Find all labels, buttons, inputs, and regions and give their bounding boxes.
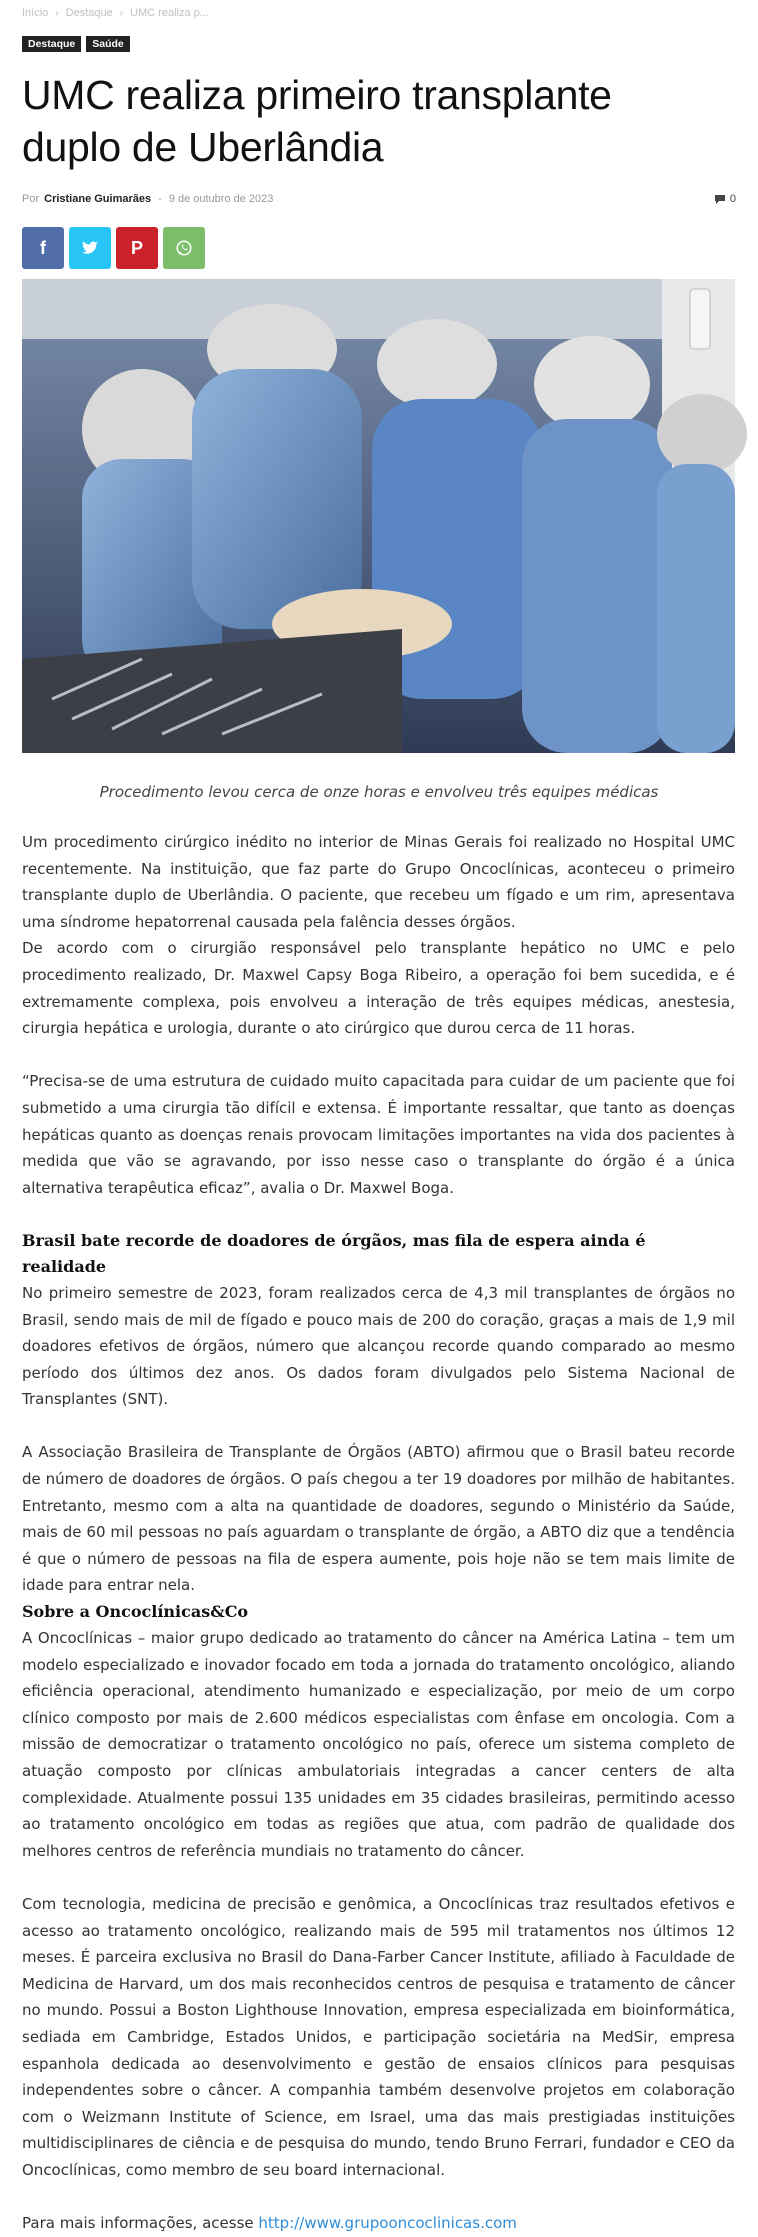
- category-tags: [22, 36, 736, 52]
- breadcrumb-home[interactable]: Início: [22, 7, 49, 19]
- share-twitter-button[interactable]: [69, 227, 111, 269]
- paragraph: A Associação Brasileira de Transplante de Órgãos (ABTO) afirmou que o Brasil bateu recorde de número de doadores de órgãos. O país chegou a ter 19 doadores por milhão de habitantes. Entretanto, mesmo com a alta na quantidade de doadores, segundo o Ministério da Saúde, mais de 60 mil pessoas no país aguardam o transplante de órgão, a ABTO diz que a tendência é que o número de pessoas na fila de espera aumente, pois hoje não se tem mais limite de idade para entrar nela.: [22, 1443, 735, 1595]
- more-info-label: Para mais informações, acesse: [22, 2214, 254, 2233]
- photo-caption: Procedimento levou cerca de onze horas e envolveu três equipes médicas: [99, 783, 659, 801]
- paragraph-spacer: [22, 1864, 735, 1891]
- breadcrumb-current: UMC realiza p...: [130, 7, 209, 19]
- paragraph: Com tecnologia, medicina de precisão e genômica, a Oncoclínicas traz resultados efetivos e acesso ao tratamento oncológico, realizando mais de 595 mil tratamentos nos últimos 12 meses. É parceira exclusiva no Brasil do Dana-Farber Cancer Institute, afiliado à Faculdade de Medicina de Harvard, um dos mais reconhecidos centros de pesquisa e tratamento de câncer no mundo. Possui a Boston Lighthouse Innovation, empresa especializada em bioinformática, sediada em Cambridge, Estados Unidos, e participação societária na MedSir, empresa espanhola dedicada ao desenvolvimento e gestão de ensaios clínicos para pesquisas independentes sobre o câncer. A companhia também desenvolve projetos em colaboração com o Weizmann Institute of Science, em Israel, uma das mais prestigiadas instituições multidisciplinares de ciência e de pesquisa do mundo, tendo Bruno Ferrari, fundador e CEO da Oncoclínicas, como membro de seu board internacional.: [22, 1894, 735, 2179]
- twitter-icon: [82, 241, 98, 255]
- section-heading: Sobre a Oncoclínicas&Co: [22, 1602, 249, 1622]
- share-buttons: [22, 227, 736, 269]
- publish-date: 9 de outubro de 2023: [168, 193, 274, 205]
- breadcrumb-separator-icon: ›: [55, 8, 59, 19]
- paragraph-spacer: [22, 1201, 735, 1228]
- article-body: [22, 829, 735, 2237]
- paragraph: No primeiro semestre de 2023, foram realizados cerca de 4,3 mil transplantes de órgãos no Brasil, sendo mais de mil de fígado e pouco mais de 200 do coração, graças a mais de 1,9 mil doadores efetivos de órgãos, número que alcançou recorde quando comparado ao mesmo período dos últimos dez anos. Os dados foram divulgados pelo Sistema Nacional de Transplantes (SNT).: [22, 1283, 735, 1409]
- paragraph-spacer: [22, 1413, 735, 1440]
- comment-icon: [714, 194, 726, 205]
- share-whatsapp-button[interactable]: [163, 227, 205, 269]
- paragraph-spacer: [22, 1042, 735, 1069]
- meta-separator: -: [158, 193, 162, 205]
- breadcrumb-section[interactable]: Destaque: [65, 7, 113, 19]
- category-tag-saude[interactable]: Saúde: [86, 36, 130, 52]
- paragraph: A Oncoclínicas – maior grupo dedicado ao tratamento do câncer na América Latina – tem um modelo especializado e inovador focado em toda a jornada do tratamento oncológico, aliando eficiência operacional, atendimento humanizado e especialização, por meio de um corpo clínico composto por mais de 2.600 médicos especialistas com ênfase em oncologia. Com a missão de democratizar o tratamento oncológico no país, oferece um sistema completo de atuação composto por clínicas ambulatoriais integradas a cancer centers de alta complexidade. Atualmente possui 135 unidades em 35 cidades brasileiras, permitindo acesso ao tratamento oncológico em todas as regiões que atua, com padrão de qualidade dos melhores centros de referência mundiais no tratamento do câncer.: [22, 1629, 735, 1860]
- paragraph: Um procedimento cirúrgico inédito no interior de Minas Gerais foi realizado no Hospital UMC recentemente. Na instituição, que faz parte do Grupo Oncoclínicas, aconteceu o primeiro transplante duplo de Uberlândia. O paciente, que recebeu um fígado e um rim, apresentava uma síndrome hepatorrenal causada pela falência desses órgãos.: [22, 833, 735, 931]
- article-meta: [22, 191, 736, 207]
- paragraph-spacer: [22, 2184, 735, 2211]
- article-photo: [22, 279, 735, 753]
- author-by-label: Por: [22, 193, 40, 205]
- share-facebook-button[interactable]: [22, 227, 64, 269]
- whatsapp-icon: [175, 239, 193, 257]
- more-info: [22, 2210, 735, 2237]
- article-title: UMC realiza primeiro transplante duplo de Uberlândia: [22, 72, 612, 170]
- comments-count: 0: [729, 193, 736, 205]
- comments-link[interactable]: [714, 193, 736, 205]
- section-heading: Brasil bate recorde de doadores de órgãos, mas fila de espera ainda é realidade: [22, 1230, 646, 1276]
- paragraph: De acordo com o cirurgião responsável pelo transplante hepático no UMC e pelo procedimento realizado, Dr. Maxwel Capsy Boga Ribeiro, a operação foi bem sucedida, e é extremamente complexa, pois envolveu a interação de três equipes médicas, anestesia, cirurgia hepática e urologia, durante o ato cirúrgico que durou cerca de 11 horas.: [22, 939, 735, 1038]
- facebook-icon: f: [40, 237, 46, 258]
- paragraph: “Precisa-se de uma estrutura de cuidado muito capacitada para cuidar de um paciente que foi submetido a uma cirurgia tão difícil e extensa. É importante ressaltar, que tanto as doenças hepáticas quanto as doenças renais provocam limitações importantes na vida dos pacientes à medida que vão se agravando, por isso nesse caso o transplante do órgão é a única alternativa terapêutica eficaz”, avalia o Dr. Maxwel Boga.: [22, 1072, 735, 1197]
- category-tag-destaque[interactable]: Destaque: [22, 36, 81, 52]
- breadcrumb: [22, 0, 736, 26]
- pinterest-icon: P: [130, 237, 143, 258]
- surgery-photo: [22, 279, 735, 753]
- share-pinterest-button[interactable]: [116, 227, 158, 269]
- more-info-link[interactable]: http://www.grupooncoclinicas.com: [258, 2214, 517, 2233]
- author-link[interactable]: Cristiane Guimarães: [44, 193, 152, 205]
- breadcrumb-separator-icon: ›: [119, 8, 124, 19]
